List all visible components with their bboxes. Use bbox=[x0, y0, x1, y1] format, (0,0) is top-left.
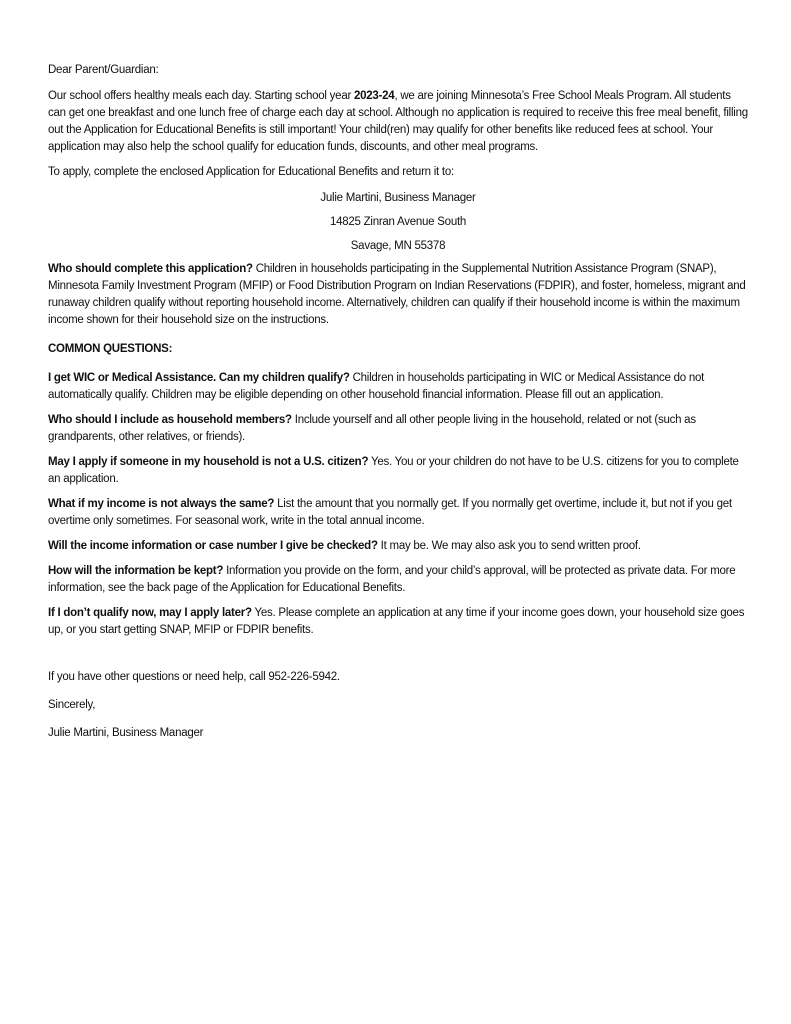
faq-question: Will the income information or case number I give be checked? bbox=[48, 540, 378, 552]
closing: Sincerely, bbox=[48, 699, 96, 711]
greeting: Dear Parent/Guardian: bbox=[48, 64, 159, 76]
faq-question: Who should I include as household members? bbox=[48, 414, 292, 426]
faq-question: I get WIC or Medical Assistance. Can my children qualify? bbox=[48, 372, 350, 384]
faq-question: How will the information be kept? bbox=[48, 565, 224, 577]
address-name: Julie Martini, Business Manager bbox=[320, 192, 476, 204]
faq-answer: Information you provide on the form, and your child’s approval, will be protected as private data. For more information, see the back page of the Application for Educational Benefits. bbox=[48, 565, 736, 594]
intro-paragraph bbox=[48, 88, 748, 156]
who-complete-paragraph bbox=[48, 261, 748, 329]
faq-answer: List the amount that you normally get. If you normally get overtime, include it, but not if you get overtime only sometimes. For seasonal work, write in the total annual income. bbox=[48, 498, 732, 527]
return-address bbox=[48, 189, 748, 255]
faq-item bbox=[48, 496, 748, 530]
common-questions-heading: COMMON QUESTIONS: bbox=[48, 343, 173, 355]
faq-item bbox=[48, 605, 748, 639]
intro-text-end: , we are joining Minnesota’s Free School Meals Program. All students can get one breakfast and one lunch free of charge each day at school. Although no application is required to receive this free meal benefit, filling out the Application for Educational Benefits is still important! Your child(ren) may qualify for other benefits like reduced fees at school. Your application may also help the school qualify for education funds, discounts, and other meal programs. bbox=[48, 90, 748, 153]
letter-page bbox=[48, 62, 748, 742]
address-street: 14825 Zinran Avenue South bbox=[329, 216, 467, 228]
faq-question: If I don’t qualify now, may I apply later? bbox=[48, 607, 252, 619]
faq-item bbox=[48, 563, 748, 597]
faq-item bbox=[48, 538, 748, 555]
intro-text-start: Our school offers healthy meals each day. Starting school year bbox=[48, 90, 354, 102]
address-city: Savage, MN 55378 bbox=[350, 240, 446, 252]
apply-instructions: To apply, complete the enclosed Application for Educational Benefits and return it to: bbox=[48, 166, 454, 178]
faq-item bbox=[48, 412, 748, 446]
faq-answer: It may be. We may also ask you to send written proof. bbox=[377, 540, 641, 552]
faq-answer: Yes. Please complete an application at any time if your income goes down, your household size goes up, or you start getting SNAP, MFIP or FDPIR benefits. bbox=[48, 607, 745, 636]
faq-item bbox=[48, 370, 748, 404]
who-complete-question: Who should complete this application? bbox=[48, 263, 253, 275]
faq-item bbox=[48, 454, 748, 488]
signature: Julie Martini, Business Manager bbox=[48, 727, 204, 739]
faq-question: May I apply if someone in my household is not a U.S. citizen? bbox=[48, 456, 369, 468]
faq-question: What if my income is not always the same? bbox=[48, 498, 275, 510]
school-year: 2023-24 bbox=[354, 90, 395, 102]
who-complete-answer: Children in households participating in the Supplemental Nutrition Assistance Program (SNAP), Minnesota Family Investment Program (MFIP) or Food Distribution Program on Indian Reservations (FDPIR), and foster, homeless, migrant and runaway children qualify without reporting household income. Alternatively, children can qualify if their household income is within the maximum income shown for their household size on the instructions. bbox=[48, 263, 746, 326]
help-line: If you have other questions or need help, call 952-226-5942. bbox=[48, 671, 340, 683]
faq-answer: Yes. You or your children do not have to be U.S. citizens for you to complete an application. bbox=[48, 456, 739, 485]
faq-answer: Include yourself and all other people living in the household, related or not (such as grandparents, other relatives, or friends). bbox=[48, 414, 696, 443]
faq-answer: Children in households participating in WIC or Medical Assistance do not automatically qualify. Children may be eligible depending on other household financial information. Please fill out an application. bbox=[48, 372, 705, 401]
